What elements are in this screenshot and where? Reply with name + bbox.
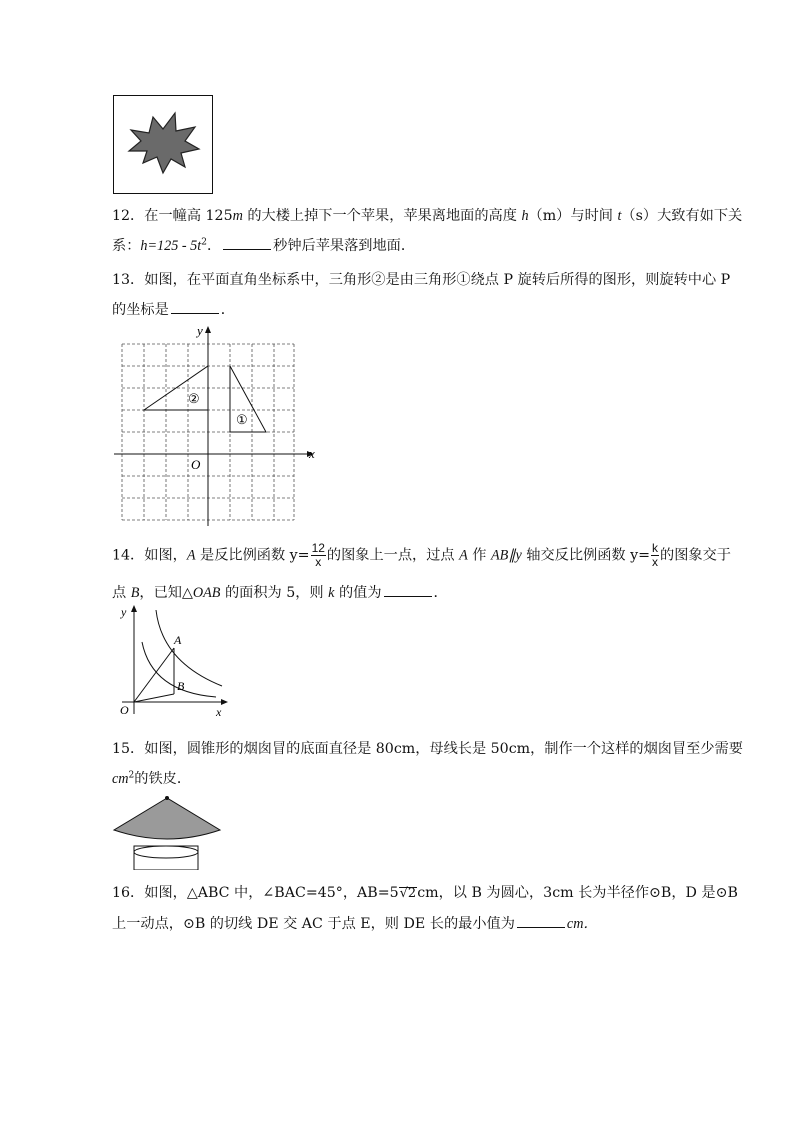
cone-apex: [165, 796, 169, 800]
q14-origin-label: O: [120, 703, 129, 717]
q13-grid-figure: [112, 322, 322, 528]
triangle-2-label: ②: [188, 391, 200, 406]
q13-y-label: y: [197, 323, 203, 338]
q14-y-label: y: [121, 605, 127, 619]
q16-number: 16．: [112, 885, 145, 901]
fraction-12-over-x: $\frac{12}{x}$: [311, 541, 325, 569]
q14-x-label: x: [216, 705, 222, 719]
point-a-label: A: [174, 633, 182, 647]
q14-line1: 14．如图，A 是反比例函数 y= $\frac{12}{x}$ 的图象上一点，过点 A 作 AB∥y 轴交反比例函数 y= $\frac{k}{x}$ 的图象交于: [112, 541, 731, 569]
curve-12-over-x: [156, 610, 222, 686]
q15-number: 15．: [112, 741, 145, 757]
q12-line1: 12．在一幢高 125m 的大楼上掉下一个苹果，苹果离地面的高度 h（m）与时间 t（s）大致有如下关: [112, 208, 743, 224]
q13-x-label: x: [309, 446, 315, 461]
q14-x-arrow: [221, 699, 228, 705]
q14-number: 14．: [112, 547, 145, 564]
q13-y-arrow: [205, 326, 211, 333]
answer-blank[interactable]: [517, 915, 565, 928]
segment-oa: [134, 648, 174, 702]
q16-line2: 上一动点，⊙B 的切线 DE 交 AC 于点 E，则 DE 长的最小值为 cm．: [112, 916, 598, 932]
point-b-label: B: [177, 679, 185, 693]
sqrt-symbol: √2: [399, 886, 417, 901]
answer-blank[interactable]: [223, 237, 271, 250]
q13-line2: 的坐标是 ．: [112, 302, 235, 318]
q12-line2: 系：$h=125 - 5t^2$． 秒钟后苹果落到地面．: [112, 237, 416, 254]
q15-line1: 15．如图，圆锥形的烟囱冒的底面直径是 80cm，母线长是 50cm，制作一个这样的烟囱冒至少需要: [112, 741, 743, 757]
chimney-cap-figure: [112, 794, 222, 870]
q14-line2: 点 B，已知△OAB 的面积为 5，则 k 的值为 ．: [112, 585, 448, 601]
q14-graph-figure: [112, 602, 232, 724]
q12-number: 12．: [112, 208, 145, 224]
cone-cap: [114, 798, 220, 839]
triangle-1-label: ①: [236, 412, 248, 427]
q13-origin-label: O: [191, 457, 201, 472]
q16-line1: 16．如图，△ABC 中，∠BAC=45°，AB=5√2cm，以 B 为圆心，3cm 长为半径作⊙B，D 是⊙B: [112, 885, 738, 901]
q13-line1: 13．如图，在平面直角坐标系中，三角形②是由三角形①绕点 P 旋转后所得的图形，则旋转中心 P: [112, 272, 731, 288]
answer-blank[interactable]: [384, 584, 432, 597]
q13-number: 13．: [112, 272, 145, 288]
explosion-figure: [113, 95, 214, 195]
answer-blank[interactable]: [171, 301, 219, 314]
segment-ob: [134, 694, 174, 702]
fraction-k-over-x: $\frac{k}{x}$: [652, 541, 658, 569]
q14-y-arrow: [131, 605, 137, 612]
q15-line2: $cm^2$的铁皮．: [112, 770, 192, 787]
